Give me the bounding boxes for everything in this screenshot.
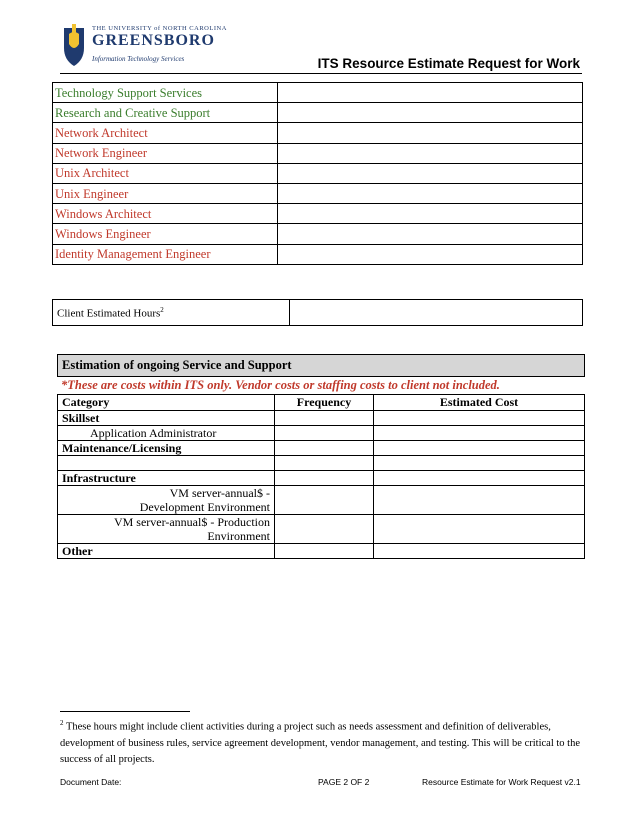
table-row (58, 486, 585, 515)
logo-university-text: THE UNIVERSITY of NORTH CAROLINA (92, 25, 227, 32)
cost-cell[interactable] (374, 456, 585, 471)
cost-cell[interactable] (374, 486, 585, 515)
cost-cell[interactable] (374, 544, 585, 559)
spartan-shield-icon (60, 22, 88, 68)
row-label-infrastructure: Infrastructure (58, 471, 275, 486)
table-row (53, 163, 583, 183)
frequency-cell[interactable] (275, 471, 374, 486)
frequency-cell[interactable] (275, 515, 374, 544)
role-value-cell[interactable] (278, 224, 583, 244)
role-label: Unix Engineer (53, 183, 278, 203)
table-row (53, 204, 583, 224)
footnote-divider (60, 711, 190, 712)
table-row (53, 103, 583, 123)
client-hours-label: Client Estimated Hours$^2$ (53, 300, 290, 326)
role-label: Windows Engineer (53, 224, 278, 244)
row-label-vm-dev: VM server-annual$ - Development Environment (58, 486, 275, 515)
role-value-cell[interactable] (278, 183, 583, 203)
logo-city-text: GREENSBORO (92, 32, 215, 49)
role-value-cell[interactable] (278, 244, 583, 264)
table-header-row (58, 395, 585, 411)
role-value-cell[interactable] (278, 123, 583, 143)
document-title: ITS Resource Estimate Request for Work (317, 56, 580, 71)
row-label-other: Other (58, 544, 275, 559)
table-row (58, 441, 585, 456)
role-label: Research and Creative Support (53, 103, 278, 123)
footer-page-number: PAGE 2 OF 2 (318, 777, 370, 787)
cost-cell[interactable] (374, 515, 585, 544)
cost-cell[interactable] (374, 411, 585, 426)
footnote-text: These hours might include client activities during a project such as needs assessment and definition of deliverables, development of business rules, service agreement development, vendor management, and testing. This will be critical to the success of all projects. (60, 721, 580, 765)
table-row (53, 244, 583, 264)
footnote-mark: 2 (60, 719, 64, 727)
footer-date-label: Document Date: (60, 777, 122, 787)
table-row (58, 544, 585, 559)
frequency-cell[interactable] (275, 441, 374, 456)
role-label: Unix Architect (53, 163, 278, 183)
cost-cell[interactable] (374, 426, 585, 441)
role-value-cell[interactable] (278, 163, 583, 183)
role-label: Windows Architect (53, 204, 278, 224)
table-row (58, 471, 585, 486)
role-label: Identity Management Engineer (53, 244, 278, 264)
frequency-cell[interactable] (275, 544, 374, 559)
footnote (60, 715, 582, 768)
frequency-cell[interactable] (275, 456, 374, 471)
table-row (58, 515, 585, 544)
row-label-skillset: Skillset (58, 411, 275, 426)
frequency-cell[interactable] (275, 486, 374, 515)
ongoing-note: *These are costs within ITS only. Vendor costs or staffing costs to client not included. (61, 378, 500, 392)
column-header-category: Category (58, 395, 275, 411)
table-row (53, 123, 583, 143)
role-label: Network Architect (53, 123, 278, 143)
client-hours-value-cell[interactable] (290, 300, 583, 326)
role-value-cell[interactable] (278, 83, 583, 103)
university-logo (60, 22, 227, 70)
empty-cell[interactable] (58, 456, 275, 471)
table-row (53, 183, 583, 203)
ongoing-heading: Estimation of ongoing Service and Support (57, 354, 585, 377)
table-row (53, 224, 583, 244)
ongoing-service-section (57, 354, 585, 559)
roles-table (52, 82, 583, 265)
footer-version: Resource Estimate for Work Request v2.1 (422, 777, 581, 787)
table-row (53, 83, 583, 103)
row-label-vm-prod: VM server-annual$ - Production Environment (58, 515, 275, 544)
frequency-cell[interactable] (275, 411, 374, 426)
table-row (58, 426, 585, 441)
table-row (58, 456, 585, 471)
ongoing-cost-table (57, 394, 585, 559)
table-row (58, 411, 585, 426)
cost-cell[interactable] (374, 471, 585, 486)
role-value-cell[interactable] (278, 143, 583, 163)
logo-department-text: Information Technology Services (92, 55, 185, 63)
role-value-cell[interactable] (278, 204, 583, 224)
column-header-frequency: Frequency (275, 395, 374, 411)
frequency-cell[interactable] (275, 426, 374, 441)
role-label: Technology Support Services (53, 83, 278, 103)
client-hours-table (52, 299, 583, 326)
footnote-mark: 2 (160, 305, 164, 314)
column-header-cost: Estimated Cost (374, 395, 585, 411)
role-value-cell[interactable] (278, 103, 583, 123)
role-label: Network Engineer (53, 143, 278, 163)
title-divider (60, 73, 582, 74)
cost-cell[interactable] (374, 441, 585, 456)
row-label-maintenance: Maintenance/Licensing (58, 441, 275, 456)
table-row (53, 143, 583, 163)
row-label-app-admin: Application Administrator (58, 426, 275, 441)
